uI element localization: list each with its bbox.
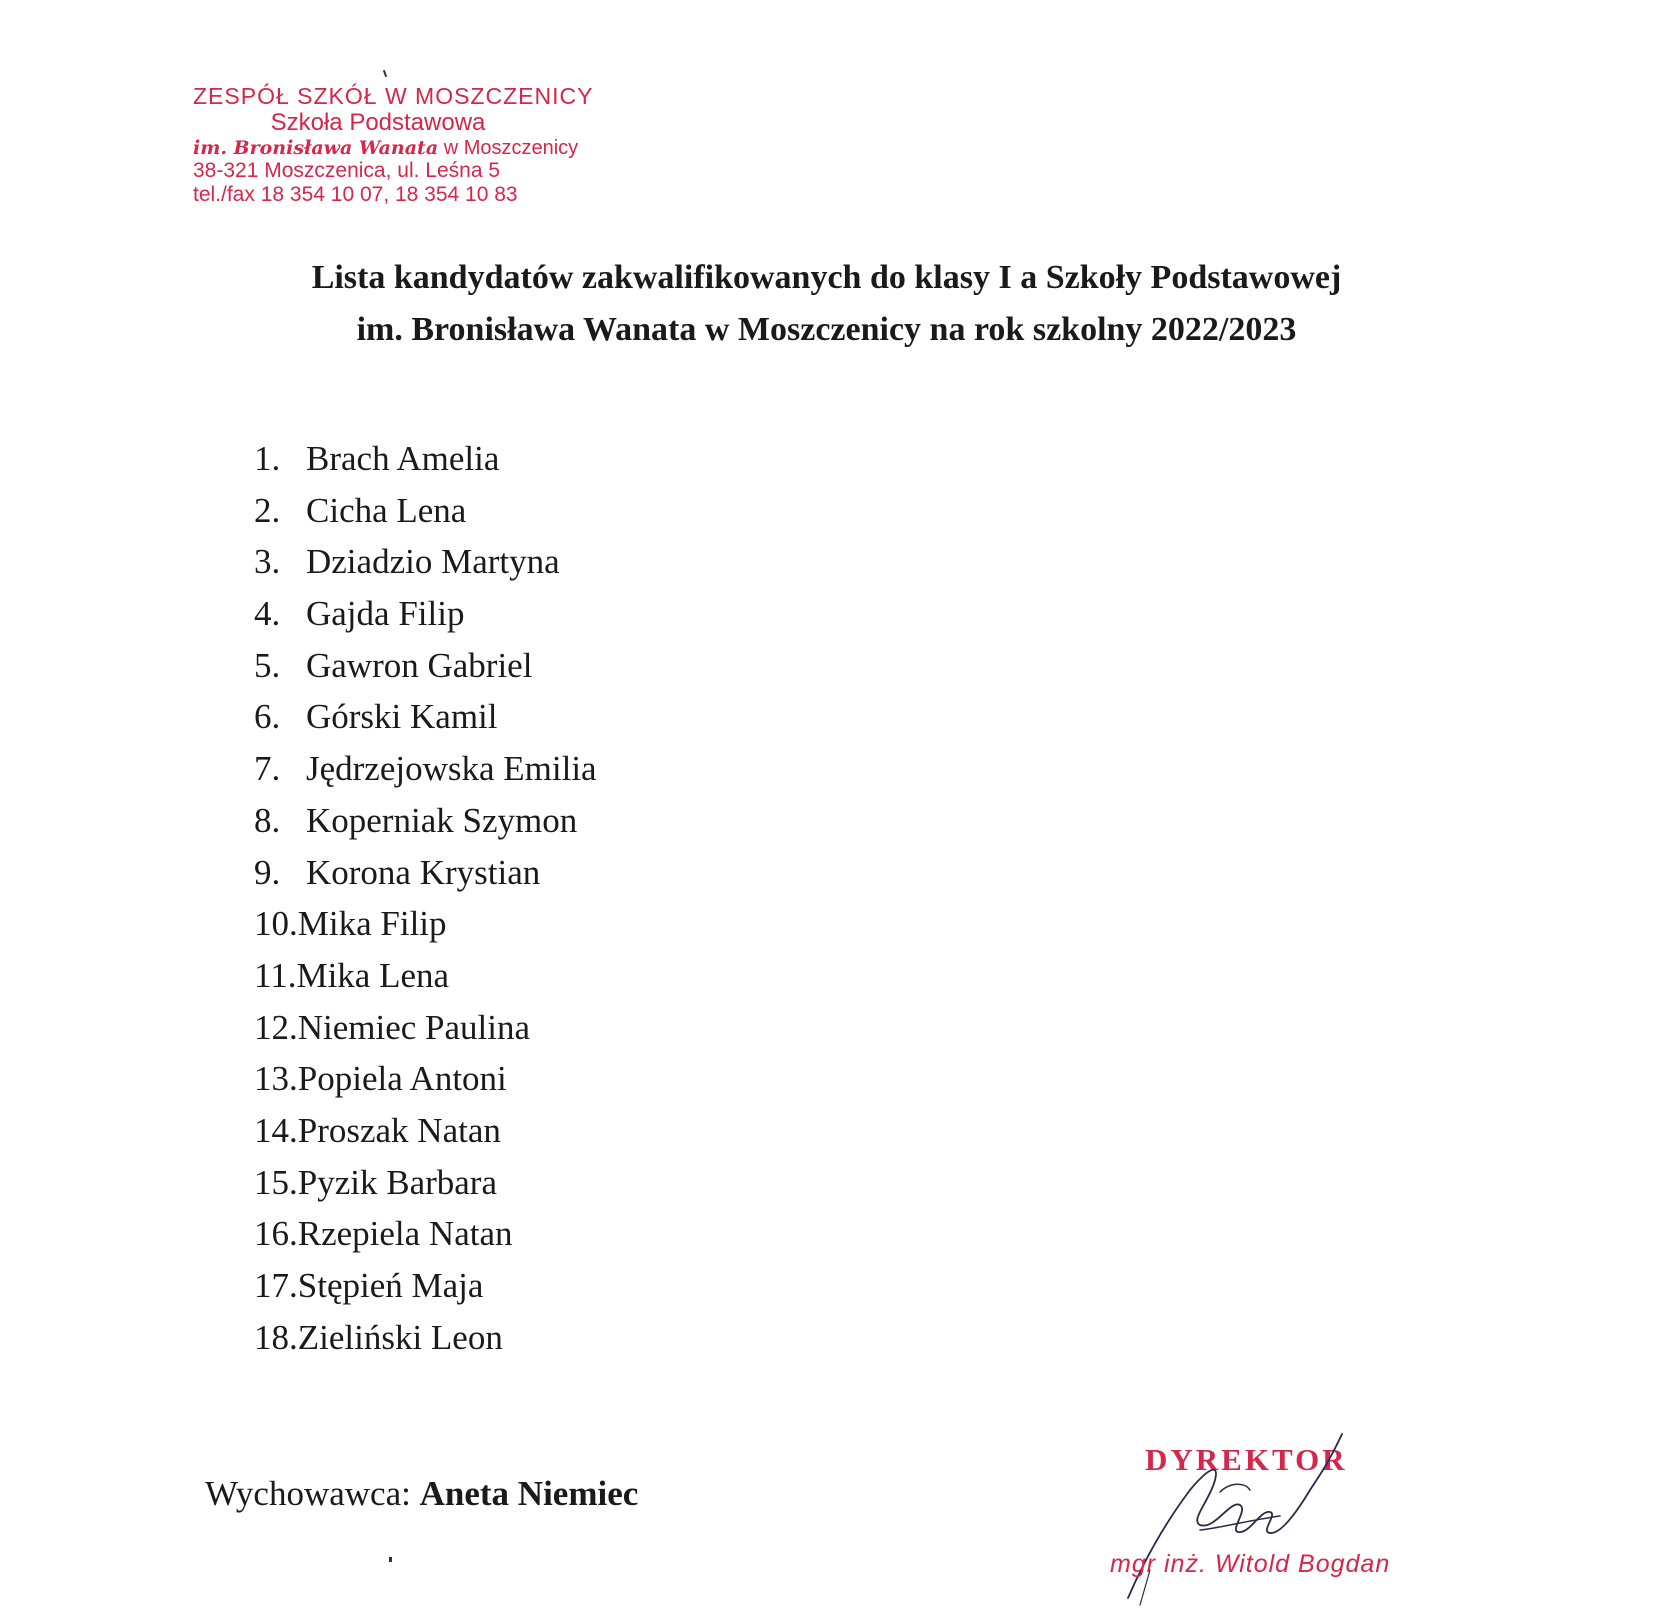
director-stamp-title: DYREKTOR [1145,1442,1348,1477]
candidate-item [254,950,597,1002]
candidate-item [254,640,597,692]
candidate-name: Mika Lena [296,955,450,995]
candidate-number: 7. [254,749,281,789]
stamp-line-patron [193,136,579,159]
teacher-name: Aneta Niemiec [419,1474,639,1513]
candidate-number: 3. [254,542,281,582]
candidate-list [254,433,597,1363]
candidate-name: Dziadzio Martyna [306,542,560,582]
page-title [0,252,1653,356]
director-name-stamp: mgr inż. Witold Bogdan [1110,1550,1391,1578]
candidate-number: 4. [254,594,281,634]
candidate-item [254,536,597,588]
scan-speck [389,1557,392,1562]
candidate-name: Proszak Natan [297,1110,501,1150]
candidate-name: Zieliński Leon [297,1317,503,1357]
candidate-number: 2. [254,490,281,530]
candidate-name: Niemiec Paulina [297,1007,531,1047]
stamp-patron-name: im. Bronisława Wanata [193,136,439,159]
candidate-item [254,1157,597,1209]
candidate-name: Gawron Gabriel [306,645,533,685]
candidate-number: 8. [254,800,281,840]
candidate-name: Koperniak Szymon [306,800,578,840]
stamp-line-school: Szkoła Podstawowa [270,108,486,136]
candidate-number: 14. [254,1110,298,1150]
candidate-item [254,795,597,847]
candidate-name: Rzepiela Natan [297,1214,513,1254]
stamp-line-address: 38-321 Moszczenica, ul. Leśna 5 [193,159,501,183]
teacher-label: Wychowawca: [205,1474,411,1513]
candidate-item [254,588,597,640]
candidate-item [254,691,597,743]
candidate-item [254,1208,597,1260]
candidate-name: Popiela Antoni [297,1059,507,1099]
candidate-name: Górski Kamil [306,697,498,737]
candidate-number: 16. [254,1214,298,1254]
candidate-name: Jędrzejowska Emilia [306,749,597,789]
candidate-name: Gajda Filip [306,594,465,634]
candidate-item [254,898,597,950]
candidate-item [254,743,597,795]
candidate-item [254,1053,597,1105]
candidate-item [254,1312,597,1364]
scan-mark [383,70,387,77]
candidate-number: 10. [254,904,298,944]
candidate-number: 18. [254,1317,298,1357]
director-signature [1120,1420,1360,1610]
candidate-name: Brach Amelia [306,439,500,478]
candidate-item [254,433,597,485]
candidate-number: 15. [254,1162,298,1202]
stamp-line-phone: tel./fax 18 354 10 07, 18 354 10 83 [193,182,518,206]
stamp-patron-place: w Moszczenicy [438,136,579,159]
candidate-name: Mika Filip [297,904,447,944]
candidate-name: Pyzik Barbara [297,1162,497,1202]
candidate-number: 9. [254,852,281,892]
candidate-number: 5. [254,645,281,685]
candidate-number: 11. [254,955,297,995]
candidate-number: 13. [254,1059,298,1099]
title-line-1: Lista kandydatów zakwalifikowanych do klasy I a Szkoły Podstawowej [311,259,1342,296]
candidate-number: 6. [254,697,281,737]
candidate-item [254,1105,597,1157]
candidate-item [254,847,597,899]
candidate-name: Cicha Lena [306,490,467,530]
school-stamp [193,83,594,206]
candidate-name: Korona Krystian [306,852,541,892]
class-teacher [205,1474,638,1514]
candidate-number: 1. [254,439,281,478]
candidate-name: Stępień Maja [297,1266,484,1305]
candidate-number: 12. [254,1007,298,1047]
title-line-2: im. Bronisława Wanata w Moszczenicy na rok szkolny 2022/2023 [356,311,1297,348]
candidate-item [254,1260,597,1312]
candidate-item [254,1002,597,1054]
candidate-item [254,485,597,537]
candidate-number: 17. [254,1266,298,1305]
stamp-line-school-complex: ZESPÓŁ SZKÓŁ W MOSZCZENICY [193,83,594,109]
